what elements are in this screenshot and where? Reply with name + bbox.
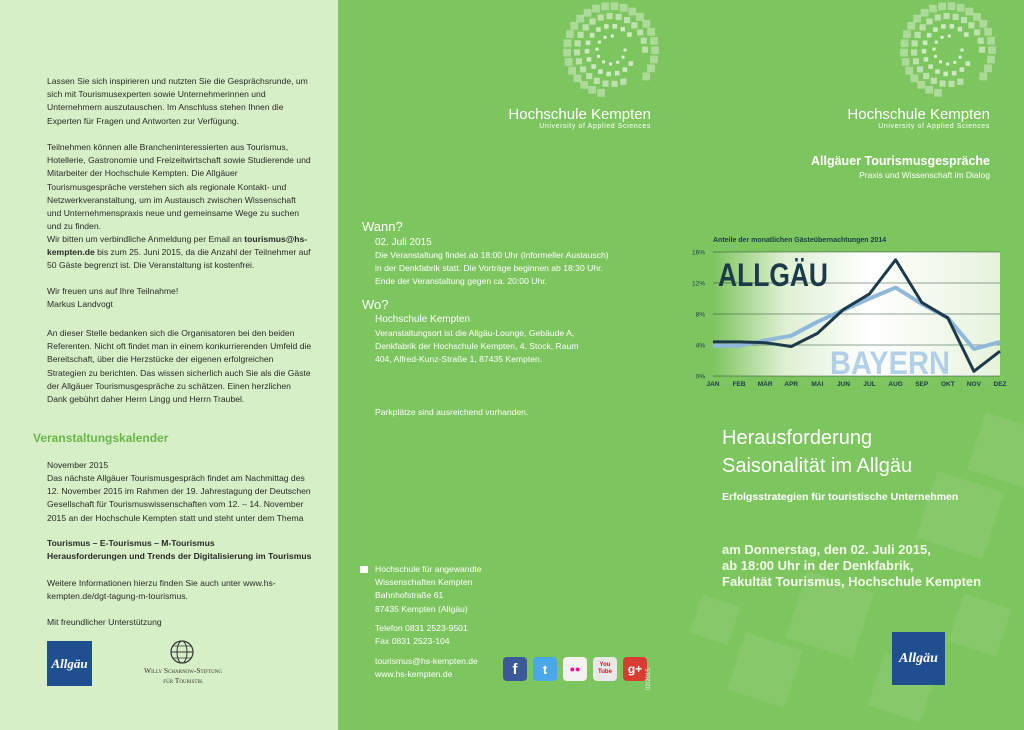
when-text: Die Veranstaltung findet ab 18:00 Uhr (informeller Austausch) in der Denkfabrik statt. Die Vorträge beginnen ab 18:30 Uhr. Ende der Veranstaltung gegen ca. 20:00 Uhr.: [375, 250, 609, 287]
swirl-square: [601, 3, 609, 11]
cover-panel: [675, 0, 1024, 730]
support-note: Mit freundlicher Unterstützung: [47, 617, 162, 627]
greeting: Wir freuen uns auf Ihre Teilnahme!: [47, 286, 179, 296]
swirl-square: [984, 64, 992, 72]
allgau-sponsor-logo: Allgäu: [47, 641, 92, 686]
series-label-allgau: ALLGÄU: [718, 257, 828, 293]
chart-title: Anteile der monatlichen Gästeübernachtungen 2014: [713, 237, 887, 244]
swirl-square: [959, 56, 962, 59]
swirl-square: [616, 61, 619, 64]
swirl-square: [620, 4, 628, 12]
swirl-square: [573, 74, 581, 82]
event-detail-line: ab 18:00 Uhr in der Denkfabrik,: [722, 558, 914, 573]
swirl-square: [576, 58, 582, 64]
swirl-square: [584, 9, 592, 17]
swirl-square: [604, 36, 607, 39]
swirl-square: [585, 49, 590, 54]
x-tick-label: NOV: [966, 381, 981, 388]
series-header: [811, 154, 990, 180]
x-tick-label: MAI: [811, 381, 824, 388]
swirl-square: [647, 64, 655, 72]
y-tick-label: 12%: [691, 280, 705, 288]
x-tick-label: MÄR: [757, 381, 773, 388]
scharnow-logo-text: [128, 666, 238, 686]
swirl-square: [917, 66, 923, 72]
swirl-square: [602, 60, 605, 63]
swirl-square: [637, 29, 643, 35]
x-tick-label: FEB: [732, 381, 746, 388]
swirl-square: [587, 57, 592, 62]
hochschule-logo: [847, 106, 990, 130]
calendar-theme-2: Herausforderungen und Trends der Digitalisierung im Tourismus: [47, 551, 312, 561]
swirl-square: [901, 39, 909, 47]
swirl-square: [925, 86, 933, 94]
x-tick-label: AUG: [888, 381, 903, 388]
swirl-square: [622, 56, 625, 59]
swirl-square: [583, 24, 589, 30]
decor-square: [948, 593, 1011, 656]
swirl-square: [623, 67, 628, 72]
y-tick-label: 8%: [695, 311, 705, 319]
swirl-square: [941, 36, 944, 39]
swirl-square: [965, 8, 973, 16]
swirl-square: [609, 62, 612, 65]
swirl-square: [580, 66, 586, 72]
swirl-square: [948, 2, 956, 10]
signature: Markus Landvogt: [47, 299, 113, 309]
x-tick-label: OKT: [940, 381, 955, 388]
swirl-square: [933, 27, 938, 32]
hochschule-logo-name: Hochschule Kempten: [847, 106, 990, 123]
contact-phone: Telefon 0831 2523-9501: [375, 623, 468, 633]
address-line: 87435 Kempten (Allgäu): [375, 603, 468, 614]
swirl-square: [594, 78, 600, 84]
swirl-square: [913, 15, 921, 23]
parking-note: Parkplätze sind ausreichend vorhanden.: [375, 407, 529, 417]
decor-square: [727, 632, 803, 708]
middle-panel: [338, 0, 675, 730]
swirl-square: [952, 71, 957, 76]
swirl-square: [636, 13, 644, 21]
swirl-square: [933, 48, 936, 51]
hochschule-logo: [508, 106, 651, 130]
intro-paragraph: Lassen Sie sich inspirieren und nutzten Sie die Gesprächsrunde, um sich mit Tourismusexperten sowie Unternehmerinnen und Unternehmern auszutauschen. Im Anschluss stehen Ihnen die Experten für Fragen und Antworten zur Verfügung.: [47, 76, 308, 126]
left-panel: [0, 0, 338, 730]
swirl-square: [934, 55, 937, 58]
swirl-square: [922, 49, 927, 54]
swirl-square: [960, 67, 965, 72]
swirl-square: [624, 17, 630, 23]
y-tick-label: 0%: [695, 373, 705, 381]
swirl-square: [934, 89, 942, 97]
swirl-square: [913, 58, 919, 64]
swirl-square: [586, 40, 591, 45]
swirl-square: [957, 4, 965, 12]
series-subtitle: Praxis und Wissenschaft im Dialog: [859, 170, 990, 180]
swirl-square: [611, 2, 619, 10]
swirl-square: [611, 35, 614, 38]
swirl-square: [580, 81, 588, 89]
address-line: Bahnhofstraße 61: [375, 590, 444, 601]
swirl-square: [642, 20, 650, 28]
more-info: Weitere Informationen hierzu finden Sie auch unter www.hs-kempten.de/dgt-tagung-m-tourismus.: [47, 578, 276, 602]
swirl-square: [903, 30, 911, 38]
y-tick-label: 4%: [695, 342, 705, 350]
contact-web-link[interactable]: www.hs-kempten.de: [375, 669, 453, 679]
decor-square: [690, 595, 740, 645]
series-label-bayern: BAYERN: [830, 345, 950, 381]
swirl-square: [927, 33, 932, 38]
swirl-square: [978, 38, 984, 44]
swirl-square: [912, 40, 918, 46]
swirl-square: [948, 81, 954, 87]
swirl-square: [598, 41, 601, 44]
swirl-square: [907, 22, 915, 30]
x-tick-label: JUL: [863, 381, 876, 388]
swirl-square: [953, 14, 959, 20]
swirl-square: [914, 32, 920, 38]
swirl-square: [957, 79, 963, 85]
facebook-icon[interactable]: f: [503, 657, 527, 681]
swirl-square: [939, 60, 942, 63]
print-code: 02/2015: [646, 668, 652, 690]
swirl-square: [628, 8, 636, 16]
swirl-square: [586, 73, 592, 79]
swirl-square: [988, 46, 996, 54]
allgau-logo: Allgäu: [892, 632, 945, 685]
swirl-square: [642, 73, 650, 81]
x-tick-label: APR: [784, 381, 799, 388]
swirl-square: [588, 86, 596, 94]
swirl-square: [598, 69, 603, 74]
registration-text: Wir bitten um verbindliche Anmeldung per Email an: [47, 234, 245, 244]
swirl-square: [935, 69, 940, 74]
swirl-square: [961, 17, 967, 23]
swirl-square: [596, 27, 601, 32]
swirl-square: [607, 13, 613, 19]
swirl-square: [606, 72, 611, 77]
hochschule-logo-sub: University of Applied Sciences: [878, 123, 990, 130]
where-name: Hochschule Kempten: [375, 314, 471, 325]
contact-address: [375, 563, 575, 616]
swirl-square: [565, 58, 573, 66]
swirl-square: [979, 73, 987, 81]
swirl-square: [935, 41, 938, 44]
hochschule-swirl-icon: [563, 2, 659, 98]
x-tick-label: JAN: [706, 381, 720, 388]
swirl-square: [615, 71, 620, 76]
swirl-square: [613, 24, 618, 29]
y-tick-label: 16%: [691, 249, 705, 257]
swirl-square: [642, 47, 648, 53]
event-detail-line: Fakultät Tourismus, Hochschule Kempten: [722, 574, 982, 589]
swirl-square: [620, 79, 626, 85]
swirl-square: [911, 49, 917, 55]
swirl-square: [563, 49, 571, 57]
swirl-square: [597, 55, 600, 58]
when-heading: Wann?: [362, 219, 403, 234]
swirl-square: [602, 80, 608, 86]
swirl-square: [650, 37, 658, 45]
swirl-square: [576, 15, 584, 23]
registration-email-link[interactable]: tourismus@hs-kempten.de: [47, 234, 308, 258]
swirl-square: [968, 22, 974, 28]
calendar-theme-1: Tourismus – E-Tourismus – M-Tourismus: [47, 538, 215, 548]
x-tick-label: JUN: [836, 381, 850, 388]
swirl-square: [650, 56, 658, 64]
swirl-square: [596, 48, 599, 51]
swirl-square: [616, 14, 622, 20]
swirl-square: [624, 49, 627, 52]
hochschule-logo-name: Hochschule Kempten: [508, 106, 651, 123]
swirl-square: [946, 62, 949, 65]
event-subtitle: Erfolgsstrategien für touristische Unternehmen: [722, 491, 959, 503]
series-title: Allgäuer Tourismusgespräche: [811, 154, 990, 168]
swirl-square: [905, 67, 913, 75]
calendar-month: November 2015: [47, 460, 109, 470]
swirl-square: [973, 13, 981, 21]
swirl-square: [592, 5, 600, 13]
registration-paragraph: [47, 233, 312, 273]
google-plus-icon[interactable]: g+: [623, 657, 647, 681]
when-date: 02. Juli 2015: [375, 237, 432, 248]
swirl-square: [921, 9, 929, 17]
swirl-square: [629, 61, 634, 66]
address-line: Hochschule für angewandte: [375, 564, 482, 574]
swirl-square: [641, 38, 647, 44]
event-detail-line: am Donnerstag, den 02. Juli 2015,: [722, 542, 931, 557]
swirl-square: [938, 3, 946, 11]
swirl-square: [564, 39, 572, 47]
swirl-square: [611, 81, 617, 87]
swirl-square: [589, 18, 595, 24]
swirl-square: [928, 64, 933, 69]
swirl-square: [598, 14, 604, 20]
swirl-square: [964, 32, 969, 37]
swirl-square: [917, 81, 925, 89]
swirl-square: [631, 22, 637, 28]
swirl-square: [920, 24, 926, 30]
event-details: [722, 542, 981, 590]
where-heading: Wo?: [362, 297, 389, 312]
swirl-square: [570, 22, 578, 30]
overnight-stays-chart: [675, 230, 1020, 400]
swirl-square: [961, 49, 964, 52]
event-title-line: Saisonalität im Allgäu: [722, 455, 913, 477]
contact-email-link[interactable]: tourismus@hs-kempten.de: [375, 656, 478, 666]
swirl-square: [944, 13, 950, 19]
calendar-heading: Veranstaltungskalender: [33, 431, 169, 445]
swirl-square: [591, 64, 596, 69]
x-tick-label: SEP: [915, 381, 929, 388]
event-title: [722, 424, 912, 480]
swirl-square: [923, 40, 928, 45]
swirl-square: [987, 56, 995, 64]
swirl-square: [621, 27, 626, 32]
address-line: Wissenschaften Kempten: [375, 577, 473, 588]
youtube-icon[interactable]: You Tube: [593, 657, 617, 681]
swirl-square: [910, 74, 918, 82]
swirl-square: [979, 20, 987, 28]
hochschule-swirl-icon: [900, 2, 996, 98]
swirl-square: [900, 49, 908, 57]
twitter-icon[interactable]: t: [533, 657, 557, 681]
participants-paragraph: Teilnehmen können alle Brancheninteressierten aus Tourismus, Hotellerie, Gastronomie und Freizeitwirtschaft sowie Studierende und Mitarbeiter der Hochschule Kempten. Die Allgäuer Tourismusgespräche verstehen sich als regionale Kontakt- und Netzwerkveranstaltung, um im Austausch zwischen Wissenschaft und Unternehmenspraxis neue und gemeinsame Wege zu suchen und zu finden.: [47, 142, 311, 232]
swirl-square: [935, 14, 941, 20]
swirl-square: [958, 27, 963, 32]
swirl-square: [924, 57, 929, 62]
swirl-square: [929, 5, 937, 13]
swirl-square: [577, 32, 583, 38]
swirl-square: [966, 61, 971, 66]
swirl-square: [939, 80, 945, 86]
flickr-icon[interactable]: ●●: [563, 657, 587, 681]
scharnow-sub: für Touristik: [163, 676, 203, 685]
house-icon: [360, 566, 368, 573]
contact-fax: Fax 0831 2523-104: [375, 636, 450, 646]
swirl-square: [987, 37, 995, 45]
thanks-paragraph: An dieser Stelle bedanken sich die Organisatoren bei den beiden Referenten. Nicht oft findet man in einem konkurrierenden Umfeld die Bereitschaft, über die Herzstücke der eigenen erfolgreichen Strategien zu berichten. Das wissen sicherlich auch Sie als die Gäste der Allgäuer Tourismusgespräche zu schätzen. Einen herzlichen Dank gebührt daher Herrn Lingg und Herrn Traubel.: [47, 328, 312, 405]
swirl-square: [948, 35, 951, 38]
swirl-square: [953, 61, 956, 64]
swirl-square: [931, 78, 937, 84]
swirl-square: [647, 28, 655, 36]
x-tick-label: DEZ: [993, 381, 1007, 388]
swirl-square: [943, 72, 948, 77]
globe-icon: [170, 640, 194, 664]
swirl-square: [566, 30, 574, 38]
swirl-square: [902, 58, 910, 66]
registration-text-end: bis zum 25. Juni 2015, da die Anzahl der Teilnehmer auf 50 Gäste begrenzt ist. Die Veranstaltung ist kostenfrei.: [47, 247, 311, 271]
swirl-square: [604, 24, 609, 29]
swirl-square: [974, 29, 980, 35]
swirl-square: [950, 24, 955, 29]
swirl-square: [941, 24, 946, 29]
swirl-square: [597, 89, 605, 97]
swirl-square: [984, 28, 992, 36]
where-text: Veranstaltungsort ist die Allgäu-Lounge, Gebäude A, Denkfabrik der Hochschule Kempten, 4. Stock, Raum 404, Alfred-Kunz-Straße 1, 87435 Kempten.: [375, 328, 579, 365]
scharnow-name: Willy Scharnow-Stiftung: [144, 666, 222, 675]
swirl-square: [575, 40, 581, 46]
swirl-square: [627, 32, 632, 37]
swirl-square: [568, 67, 576, 75]
calendar-text: Das nächste Allgäuer Tourismusgespräch findet am Nachmittag des 12. November 2015 im Rahmen der 19. Jahrestagung der Deutschen Gesellschaft für Tourismuswissenschaften vom 12. – 14. November 2015 an der Hochschule Kempten statt und steht unter dem Thema: [47, 473, 311, 523]
swirl-square: [590, 33, 595, 38]
swirl-square: [926, 18, 932, 24]
hochschule-logo-sub: University of Applied Sciences: [539, 123, 651, 130]
swirl-square: [574, 49, 580, 55]
swirl-square: [979, 47, 985, 53]
swirl-square: [651, 46, 659, 54]
swirl-square: [923, 73, 929, 79]
event-title-line: Herausforderung: [722, 427, 873, 449]
decor-square: [967, 412, 1024, 488]
